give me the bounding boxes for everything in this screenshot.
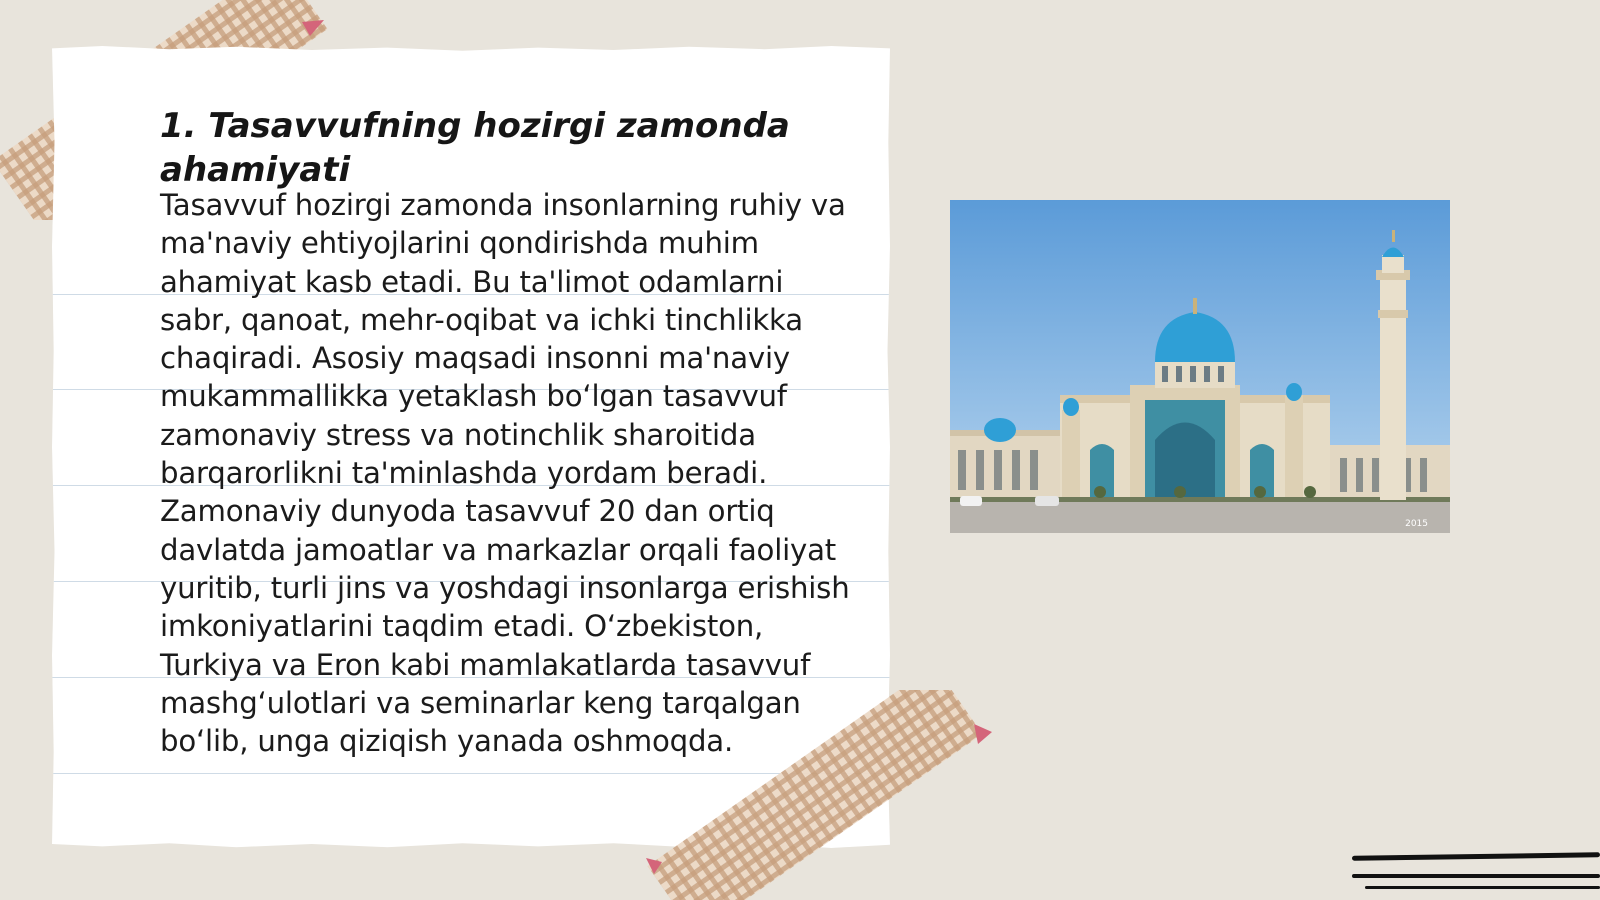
mosque-photo (950, 200, 1450, 533)
decorative-line (1352, 852, 1600, 860)
decorative-line (1352, 874, 1600, 878)
slide-body-text: Tasavvuf hozirgi zamonda insonlarning ruhiy va ma'naviy ehtiyojlarini qondirishda muhim ahamiyat kasb etadi. Bu ta'limot odamlarni sabr, qanoat, mehr-oqibat va ichki tinchlikka chaqiradi. Asosiy maqsadi insonni ma'naviy mukammallikka yetaklash bo‘lgan tasavvuf zamonaviy stress va notinchlik sharoitida barqarorlikni ta'minlashda yordam beradi. Zamonaviy dunyoda tasavvuf 20 dan ortiq davlatda jamoatlar va markazlar orqali faoliyat yuritib, turli jins va yoshdagi insonlarga erishish imkoniyatlarini taqdim etadi. O‘zbekiston, Turkiya va Eron kabi mamlakatlarda tasavvuf mashg‘ulotlari va seminarlar keng tarqalgan bo‘lib, unga qiziqish yanada oshmoqda. (160, 188, 850, 759)
washi-tape-bottom (640, 690, 1000, 900)
slide-title: 1. Tasavvufning hozirgi zamonda ahamiyati (160, 106, 790, 190)
decorative-line (1365, 886, 1600, 889)
photo-watermark: 2015 (1405, 519, 1428, 529)
